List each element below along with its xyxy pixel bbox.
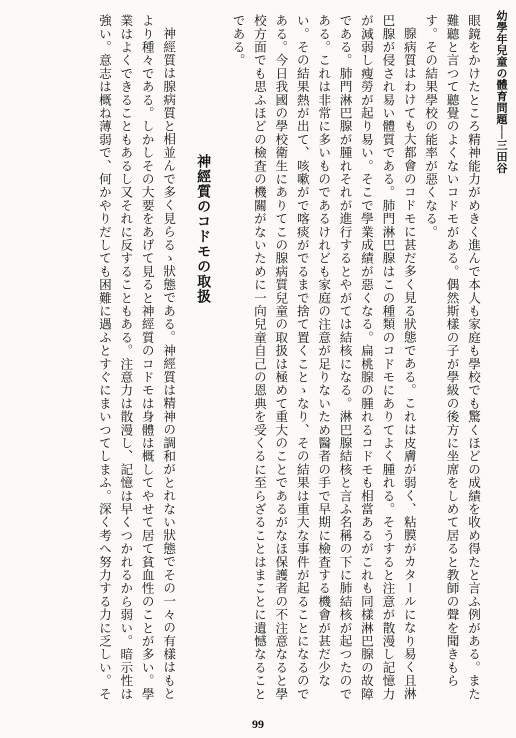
paragraph-eyeglasses: 眼鏡をかけたところ精神能力がめきく進んで本人も家庭も學校でも驚くほどの成績を收め得たと言ふ例がある。また難聽と言つて聽覺のよくないコドモがある。偶然斯樣の子が學級の後方に坐席をしめて居ると教師の聲を聞きもらす。その結果學校の能率が惡くなる。 bbox=[423, 14, 481, 701]
paragraph-lymphatic: 腺病質はわけても大都會のコドモに甚だ多く見る狀態である。これは皮膚が弱く、粘膜がカタールになり易く且淋巴腺が侵され易い體質である。肺門淋巴腺はこの種類のコドモにありてよく腫れる。そうすると注意が散漫し記憶力が減弱し瘦勞が起り易い。そこで學業成績が惡くなる。扁桃腺の腫れるコドモも相當あるがこれも同樣淋巴腺の故障である。肺門淋巴腺が腫れそれが進行するとやがては結核になる。淋巴腺結核と言ふ名稱の下に肺結核が起つたのである。これは非常に多いものであるけれども家庭の注意が足りないため醫者の手で早期に檢査する機會が甚だ少ない。その結果熱が出て、咳嗽がで喀痰がでるまで捨て置くことゝなり、その結果は重大な事件が起ることになるのである。今日我國の學校衛生にありてこの腺病質兒童の取扱は極めて重大のことであるがなほ保護者の不注意なると學校方面でも思ふほどの檢査の機關がないために一向兒童自己の恩典を受くるに至らざることはまことに遺憾なることである。 bbox=[230, 14, 417, 701]
page-number: 99 bbox=[252, 717, 264, 731]
section-heading: 神經質のコドモの取扱 bbox=[195, 154, 212, 304]
running-header: 幼學年兒童の體育問題──三田谷 bbox=[495, 10, 508, 174]
body-text bbox=[6, 14, 484, 704]
paragraph-nervous: 神經質は腺病質と相並んで多く見らるゝ狀態である。神經質は精神の調和がとれない狀態でその一々の有樣はもとより種々である。しかしその大要をあげて見ると神經質のコドモは身體は概してやせて居て貧血性のことが多い。學業はよくできることもあるし又それに反することもある。注意力は散漫し、記憶は早くつかれるから弱い。暗示性は強い。意志は概ね薄弱で、何かやりだしても困難に遇ふとすぐにまいつてしまふ。深く考へ努力する力に乏しい。そ bbox=[96, 14, 177, 701]
